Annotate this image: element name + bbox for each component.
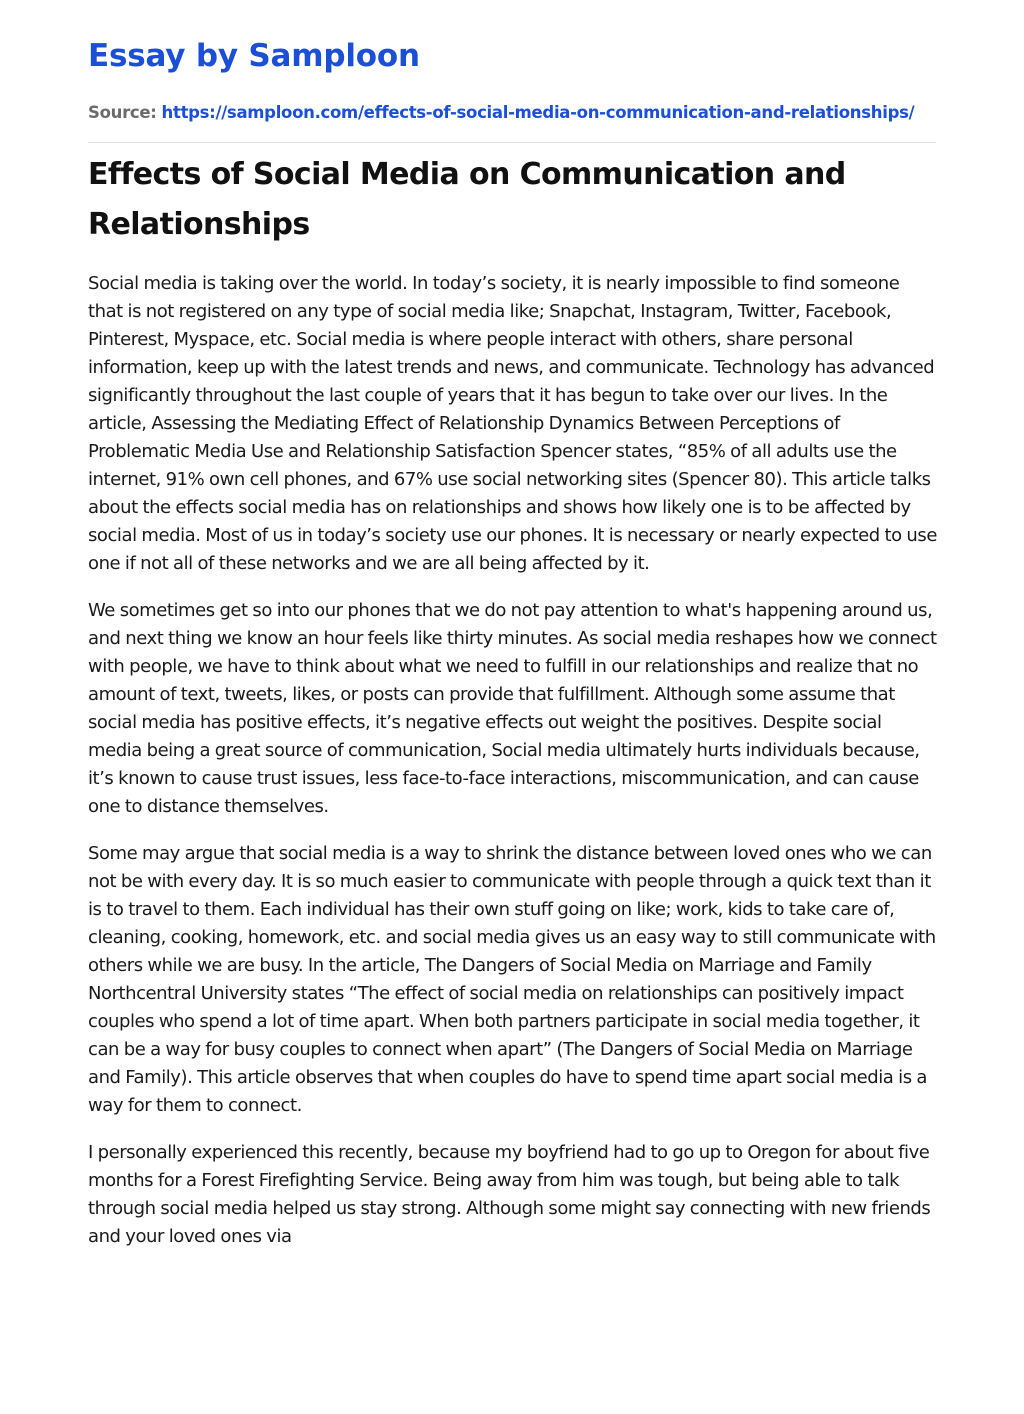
header-divider (88, 142, 936, 143)
brand-title: Essay by Samploon (88, 38, 420, 74)
essay-body (88, 270, 938, 1270)
essay-paragraph-4: I personally experienced this recently, because my boyfriend had to go up to Oregon for about five months for a Forest Firefighting Service. Being away from him was tough, but being able to talk through social media helped us stay strong. Although some might say connecting with new friends and your loved ones via (88, 1142, 931, 1247)
essay-title: Effects of Social Media on Communication and Relationships (88, 157, 846, 242)
essay-paragraph-3: Some may argue that social media is a way to shrink the distance between loved ones who we can not be with every day. It is so much easier to communicate with people through a quick text than it is to travel to them. Each individual has their own stuff going on like; work, kids to take care of, cleaning, cooking, homework, etc. and social media gives us an easy way to still communicate with others while we are busy. In the article, The Dangers of Social Media on Marriage and Family Northcentral University states “The effect of social media on relationships can positively impact couples who spend a lot of time apart. When both partners participate in social media together, it can be a way for busy couples to connect when apart” (The Dangers of Social Media on Marriage and Family). This article observes that when couples do have to spend time apart social media is a way for them to connect. (88, 843, 936, 1116)
source-link[interactable]: https://samploon.com/effects-of-social-media-on-communication-and-relationships/ (161, 103, 915, 122)
essay-paragraph-1: Social media is taking over the world. In today’s society, it is nearly impossible to find someone that is not registered on any type of social media like; Snapchat, Instagram, Twitter, Facebook, Pinterest, Myspace, etc. Social media is where people interact with others, share personal information, keep up with the latest trends and news, and communicate. Technology has advanced significantly throughout the last couple of years that it has begun to take over our lives. In the article, Assessing the Mediating Effect of Relationship Dynamics Between Perceptions of Problematic Media Use and Relationship Satisfaction Spencer states, “85% of all adults use the internet, 91% own cell phones, and 67% use social networking sites (Spencer 80). This article talks about the effects social media has on relationships and shows how likely one is to be affected by social media. Most of us in today’s society use our phones. It is necessary or nearly expected to use one if not all of these networks and we are all being affected by it. (88, 273, 937, 574)
source-label: Source: (88, 103, 157, 122)
source-line (88, 101, 914, 125)
essay-paragraph-2: We sometimes get so into our phones that we do not pay attention to what's happening around us, and next thing we know an hour feels like thirty minutes. As social media reshapes how we connect with people, we have to think about what we need to fulfill in our relationships and realize that no amount of text, tweets, likes, or posts can provide that fulfillment. Although some assume that social media has positive effects, it’s negative effects out weight the positives. Despite social media being a great source of communication, Social media ultimately hurts individuals because, it’s known to cause trust issues, less face-to-face interactions, miscommunication, and can cause one to distance themselves. (88, 600, 937, 817)
